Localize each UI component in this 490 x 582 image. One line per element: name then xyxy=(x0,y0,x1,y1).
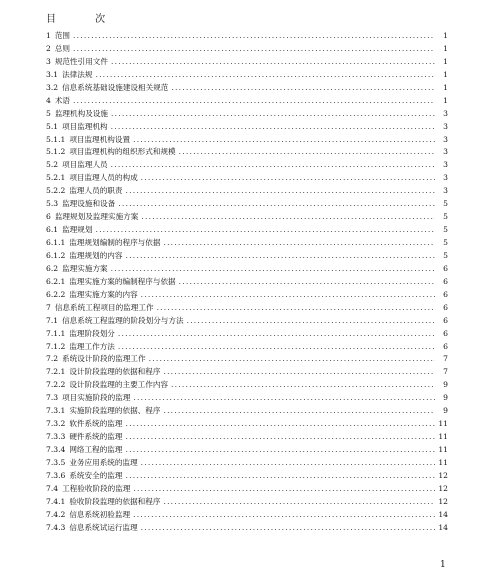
toc-entry-page: 11 xyxy=(438,445,448,454)
toc-entry-page: 9 xyxy=(443,393,448,403)
toc-list xyxy=(46,30,448,535)
toc-entry-number: 4 xyxy=(46,95,51,105)
toc-entry-page: 7 xyxy=(443,367,448,377)
toc-entry-label: 项目实施阶段的监理 xyxy=(62,393,131,403)
toc-dot-leader xyxy=(163,405,435,418)
toc-entry-number: 3.1 xyxy=(46,69,59,79)
toc-dot-leader xyxy=(95,224,435,237)
toc-entry-number: 6 xyxy=(46,212,51,222)
toc-entry-page: 3 xyxy=(443,121,448,131)
toc-entry[interactable] xyxy=(46,392,448,405)
toc-entry-label: 信息系统试运行监理 xyxy=(69,522,138,532)
toc-entry[interactable] xyxy=(46,82,448,95)
toc-dot-leader xyxy=(141,211,435,224)
toc-entry-page: 3 xyxy=(443,134,448,144)
toc-dot-leader xyxy=(133,392,435,405)
toc-entry-number: 7.3.5 xyxy=(46,457,66,467)
toc-entry-label: 系统安全的监理 xyxy=(69,470,123,480)
toc-entry-page: 11 xyxy=(438,419,448,429)
toc-dot-leader xyxy=(149,353,435,366)
toc-entry-page: 9 xyxy=(443,406,448,416)
toc-entry[interactable] xyxy=(46,405,448,418)
toc-dot-leader xyxy=(163,237,435,250)
toc-entry[interactable] xyxy=(46,69,448,82)
toc-entry-page: 5 xyxy=(443,225,448,235)
toc-entry-page: 3 xyxy=(443,173,448,183)
toc-entry-number: 7.2.2 xyxy=(46,380,66,390)
toc-entry-number: 7.1.1 xyxy=(46,328,66,338)
toc-entry[interactable] xyxy=(46,56,448,69)
toc-dot-leader xyxy=(171,82,435,95)
toc-entry[interactable] xyxy=(46,211,448,224)
toc-entry[interactable] xyxy=(46,95,448,108)
toc-dot-leader xyxy=(187,315,435,328)
toc-dot-leader xyxy=(125,250,435,263)
toc-entry[interactable] xyxy=(46,509,448,522)
toc-entry[interactable] xyxy=(46,483,448,496)
toc-entry-label: 监理阶段划分 xyxy=(69,328,115,338)
toc-entry-page: 6 xyxy=(443,289,448,299)
toc-entry-page: 5 xyxy=(443,250,448,260)
toc-entry-label: 业务应用系统的监理 xyxy=(69,457,138,467)
toc-entry-page: 1 xyxy=(443,82,448,92)
toc-entry-page: 6 xyxy=(443,276,448,286)
toc-entry[interactable] xyxy=(46,328,448,341)
toc-dot-leader xyxy=(179,276,435,289)
toc-entry-number: 7.3.6 xyxy=(46,470,66,480)
toc-entry-number: 6.1.1 xyxy=(46,238,66,247)
toc-entry-page: 14 xyxy=(438,522,448,532)
toc-dot-leader xyxy=(133,134,435,147)
toc-dot-leader xyxy=(111,263,435,276)
toc-entry[interactable] xyxy=(46,43,448,56)
toc-entry[interactable] xyxy=(46,341,448,354)
toc-entry[interactable] xyxy=(46,159,448,172)
toc-dot-leader xyxy=(118,341,435,354)
toc-entry-page: 11 xyxy=(438,457,448,467)
toc-entry[interactable] xyxy=(46,263,448,276)
toc-entry-label: 规范性引用文件 xyxy=(54,56,108,66)
toc-dot-leader xyxy=(163,366,435,379)
toc-dot-leader xyxy=(141,289,435,302)
toc-dot-leader xyxy=(73,30,435,43)
toc-entry[interactable] xyxy=(46,224,448,237)
toc-entry-page: 12 xyxy=(438,496,448,506)
toc-dot-leader xyxy=(73,43,435,56)
toc-entry-number: 7.4.2 xyxy=(46,509,66,519)
toc-entry-label: 监理实施方案的编制程序与依据 xyxy=(69,276,176,286)
toc-entry-label: 信息系统基础设施建设相关规范 xyxy=(62,82,169,92)
toc-entry-page: 6 xyxy=(443,341,448,351)
toc-dot-leader xyxy=(171,379,435,392)
toc-entry-label: 信息系统工程监理的阶段划分与方法 xyxy=(62,315,184,325)
toc-entry-number: 1 xyxy=(46,31,51,40)
toc-entry-number: 7 xyxy=(46,302,51,312)
toc-entry-label: 验收阶段监理的依据和程序 xyxy=(69,496,161,506)
toc-dot-leader xyxy=(125,431,435,444)
toc-entry-number: 7.2 xyxy=(46,354,59,364)
toc-entry-page: 5 xyxy=(443,238,448,247)
toc-entry-label: 监理机构及设施 xyxy=(54,108,108,118)
toc-entry[interactable] xyxy=(46,172,448,185)
toc-entry[interactable] xyxy=(46,522,448,535)
toc-dot-leader xyxy=(157,302,435,315)
toc-entry-page: 1 xyxy=(443,95,448,105)
toc-entry-page: 5 xyxy=(443,212,448,222)
toc-entry-page: 3 xyxy=(443,160,448,170)
toc-entry-page: 3 xyxy=(443,108,448,118)
toc-entry-number: 5.1 xyxy=(46,121,59,131)
toc-entry[interactable] xyxy=(46,250,448,263)
toc-title: 目 次 xyxy=(46,14,124,25)
toc-entry-number: 3 xyxy=(46,56,51,66)
toc-entry[interactable] xyxy=(46,302,448,315)
toc-entry-number: 7.1.2 xyxy=(46,341,66,351)
toc-entry-label: 监理规划及监理实施方案 xyxy=(54,212,139,222)
toc-dot-leader xyxy=(118,328,435,341)
toc-entry-page: 1 xyxy=(443,56,448,66)
toc-entry-label: 监理实施方案的内容 xyxy=(69,289,138,299)
toc-entry[interactable] xyxy=(46,353,448,366)
toc-dot-leader xyxy=(111,56,435,69)
toc-entry-page: 1 xyxy=(443,31,448,40)
toc-dot-leader xyxy=(73,95,435,108)
toc-entry-label: 设计阶段监理的主要工作内容 xyxy=(69,380,169,390)
toc-dot-leader xyxy=(179,146,435,159)
toc-entry-label: 项目监理机构的组织形式和规模 xyxy=(69,147,176,157)
toc-entry-label: 监理设施和设备 xyxy=(62,199,116,209)
toc-entry-number: 7.3 xyxy=(46,393,59,403)
toc-entry[interactable] xyxy=(46,237,448,250)
toc-entry-page: 11 xyxy=(438,432,448,442)
toc-dot-leader xyxy=(111,121,435,134)
toc-entry[interactable] xyxy=(46,366,448,379)
toc-entry-number: 5 xyxy=(46,108,51,118)
toc-entry-label: 项目监理机构设置 xyxy=(69,134,131,144)
toc-dot-leader xyxy=(118,198,435,211)
toc-entry[interactable] xyxy=(46,315,448,328)
toc-entry[interactable] xyxy=(46,30,448,43)
toc-entry[interactable] xyxy=(46,108,448,121)
toc-entry[interactable] xyxy=(46,431,448,444)
toc-entry-label: 项目监理机构 xyxy=(62,121,108,131)
toc-entry-label: 网络工程的监理 xyxy=(69,445,123,454)
toc-entry[interactable] xyxy=(46,470,448,483)
toc-entry-number: 5.2.1 xyxy=(46,173,66,183)
toc-entry-page: 12 xyxy=(438,483,448,493)
toc-entry-number: 7.3.2 xyxy=(46,419,66,429)
toc-entry-label: 硬件系统的监理 xyxy=(69,432,123,442)
toc-entry-number: 7.4 xyxy=(46,483,59,493)
toc-entry[interactable] xyxy=(46,289,448,302)
toc-entry[interactable] xyxy=(46,418,448,431)
toc-entry-number: 5.1.1 xyxy=(46,134,66,144)
toc-entry-number: 7.3.4 xyxy=(46,445,66,454)
toc-entry-number: 7.2.1 xyxy=(46,367,66,377)
toc-entry-label: 总则 xyxy=(54,43,71,53)
toc-entry-page: 9 xyxy=(443,380,448,390)
toc-entry-label: 监理实施方案 xyxy=(62,263,108,273)
toc-entry-label: 监理工作方法 xyxy=(69,341,115,351)
toc-entry-page: 12 xyxy=(438,470,448,480)
toc-entry-page: 6 xyxy=(443,315,448,325)
toc-entry[interactable] xyxy=(46,379,448,392)
toc-entry-number: 5.2 xyxy=(46,160,59,170)
toc-entry[interactable] xyxy=(46,146,448,159)
toc-dot-leader xyxy=(133,509,435,522)
toc-entry-label: 工程验收阶段的监理 xyxy=(62,483,131,493)
toc-entry-number: 2 xyxy=(46,43,51,53)
toc-entry-label: 实施阶段监理的依据、程序 xyxy=(69,406,161,416)
toc-entry-label: 监理规划 xyxy=(62,225,93,235)
toc-entry-label: 术语 xyxy=(54,95,71,105)
toc-dot-leader xyxy=(163,496,435,509)
toc-entry-page: 6 xyxy=(443,263,448,273)
toc-entry[interactable] xyxy=(46,276,448,289)
toc-entry-page: 1 xyxy=(443,69,448,79)
toc-entry-number: 7.4.1 xyxy=(46,496,66,506)
toc-entry-label: 监理规划的内容 xyxy=(69,250,123,260)
toc-dot-leader xyxy=(125,418,435,431)
toc-entry-page: 14 xyxy=(438,509,448,519)
toc-dot-leader xyxy=(125,185,435,198)
toc-entry-label: 项目监理人员 xyxy=(62,160,108,170)
toc-dot-leader xyxy=(133,483,435,496)
toc-entry-label: 范围 xyxy=(54,31,71,40)
toc-entry-number: 6.2 xyxy=(46,263,59,273)
toc-dot-leader xyxy=(141,457,435,470)
toc-entry-label: 设计阶段监理的依据和程序 xyxy=(69,367,161,377)
toc-entry-label: 软件系统的监理 xyxy=(69,419,123,429)
toc-entry-label: 信息系统初验监理 xyxy=(69,509,131,519)
toc-dot-leader xyxy=(141,522,435,535)
page-number: 1 xyxy=(440,560,446,570)
toc-entry[interactable] xyxy=(46,185,448,198)
toc-dot-leader xyxy=(111,159,435,172)
toc-entry-number: 7.3.3 xyxy=(46,432,66,442)
toc-dot-leader xyxy=(111,108,435,121)
toc-entry-label: 监理规划编制的程序与依据 xyxy=(69,238,161,247)
toc-entry-label: 项目监理人员的构成 xyxy=(69,173,138,183)
toc-entry[interactable] xyxy=(46,198,448,211)
toc-entry-number: 7.1 xyxy=(46,315,59,325)
toc-entry-page: 7 xyxy=(443,354,448,364)
toc-entry-number: 5.1.2 xyxy=(46,147,66,157)
toc-entry-number: 6.1.2 xyxy=(46,250,66,260)
toc-entry-number: 6.2.1 xyxy=(46,276,66,286)
toc-entry-page: 6 xyxy=(443,302,448,312)
toc-entry-page: 1 xyxy=(443,43,448,53)
toc-dot-leader xyxy=(141,172,435,185)
toc-entry-label: 系统设计阶段的监理工作 xyxy=(62,354,146,364)
toc-entry-label: 法律法规 xyxy=(62,69,93,79)
toc-entry-number: 5.2.2 xyxy=(46,186,66,196)
toc-entry-label: 信息系统工程项目的监理工作 xyxy=(54,302,154,312)
toc-entry-page: 3 xyxy=(443,186,448,196)
toc-entry[interactable] xyxy=(46,496,448,509)
toc-dot-leader xyxy=(95,69,435,82)
toc-entry[interactable] xyxy=(46,457,448,470)
toc-entry-number: 5.3 xyxy=(46,199,59,209)
toc-dot-leader xyxy=(125,470,435,483)
toc-entry-number: 6.1 xyxy=(46,225,59,235)
toc-entry-page: 6 xyxy=(443,328,448,338)
toc-entry-number: 7.3.1 xyxy=(46,406,66,416)
toc-entry[interactable] xyxy=(46,121,448,134)
toc-entry-number: 3.2 xyxy=(46,82,59,92)
toc-entry-page: 5 xyxy=(443,199,448,209)
toc-entry[interactable] xyxy=(46,134,448,147)
toc-entry-number: 6.2.2 xyxy=(46,289,66,299)
toc-entry-page: 3 xyxy=(443,147,448,157)
toc-entry-label: 监理人员的职责 xyxy=(69,186,123,196)
toc-entry-number: 7.4.3 xyxy=(46,522,66,532)
toc-entry[interactable] xyxy=(46,444,448,457)
toc-dot-leader xyxy=(125,444,435,457)
